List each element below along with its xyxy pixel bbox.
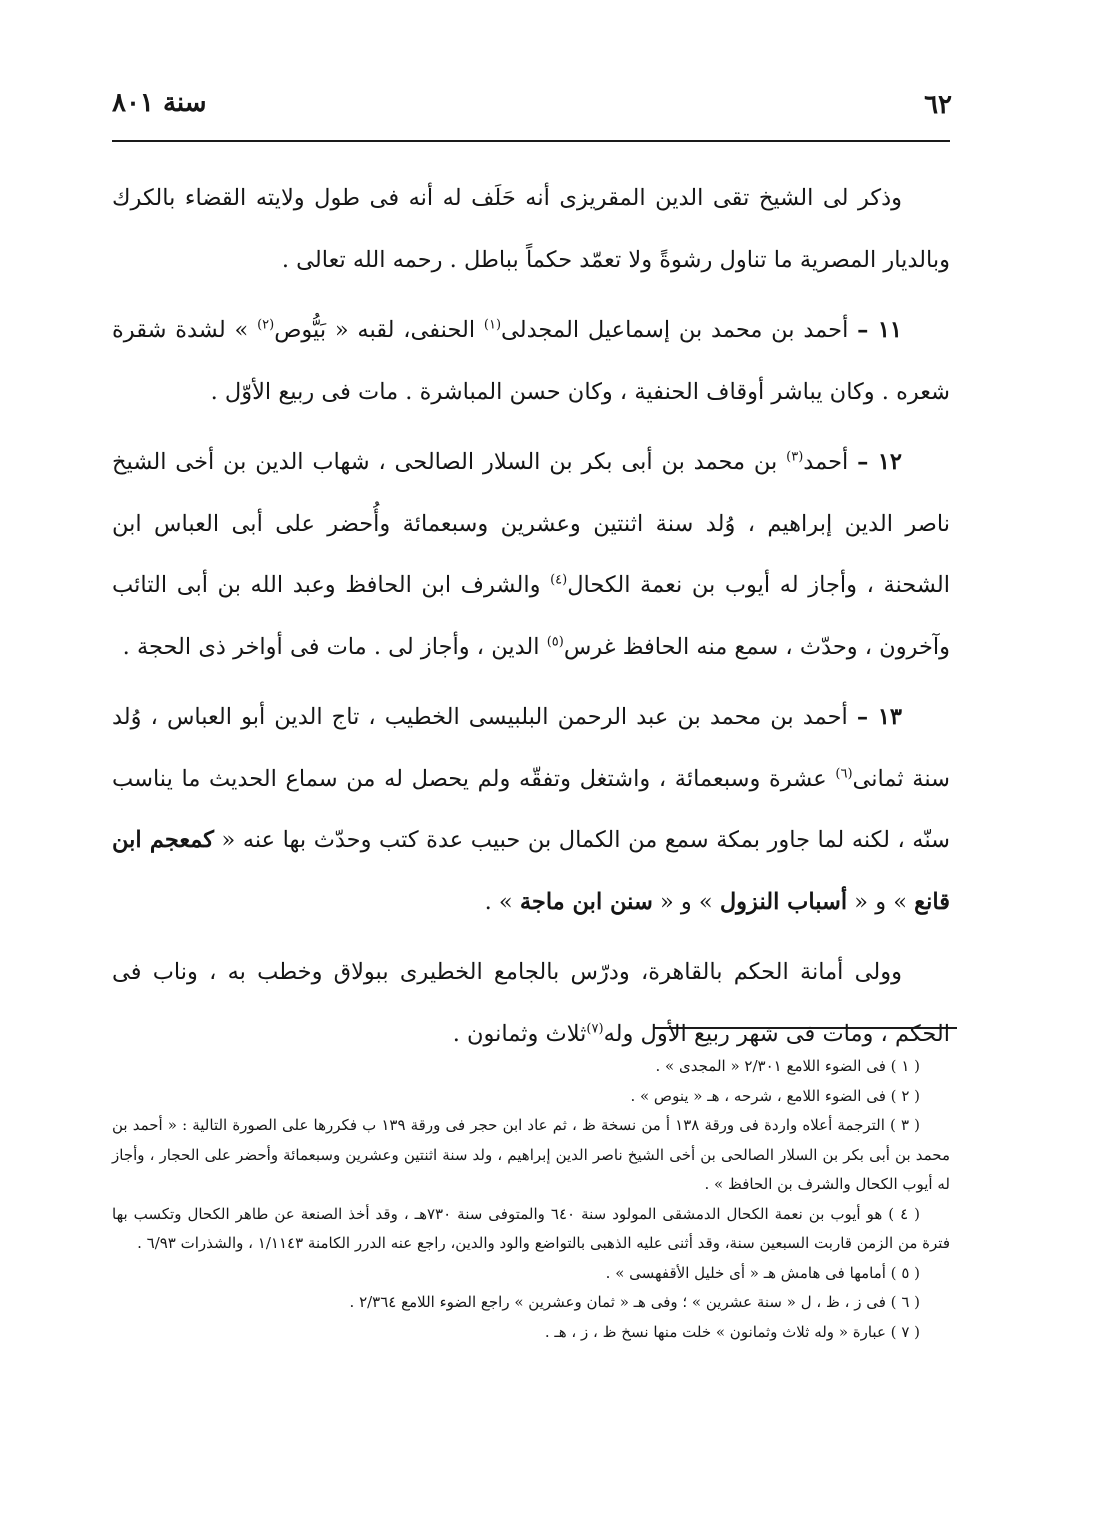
entry-text: » . — [484, 888, 513, 915]
entry-text: الحنفى، لقبه « بَيُّوص — [274, 317, 476, 343]
entry-text: أحمد — [803, 449, 849, 475]
entry-text: » و « — [659, 888, 713, 915]
entry-number: ١١ – — [857, 317, 902, 343]
paragraph-intro — [112, 168, 950, 291]
footnote-2: ( ٢ ) فى الضوء اللامع ، شرحه ، هـ « ينوص » . — [630, 1086, 920, 1105]
footnote-ref[interactable]: (٥) — [546, 634, 564, 649]
entry-12 — [112, 432, 950, 678]
entry-text: أحمد بن محمد بن عبد الرحمن البلبيسى الخطيب ، تاج الدين أبو العباس ، وُلد سنة ثمانى — [112, 704, 951, 792]
footnote-3: ( ٣ ) الترجمة أعلاه واردة فى ورقة ١٣٨ أ من نسخة ظ ، ثم عاد ابن حجر فى ورقة ١٣٩ ب فكررها على الصورة التالية : « أحمد بن محمد بن أبى بكر بن السلار الصالحى بن أخى الشيخ ناصر الدين إبراهيم ، ولد سنة اثنتين وعشرين وسبعمائة وأحضر على الحجار ، وأجاز له أيوب الكحال والشرف بن الحافظ » . — [112, 1116, 950, 1193]
footnote-ref[interactable]: (٣) — [786, 449, 804, 465]
footnotes — [112, 1052, 950, 1347]
running-head-title: سنة ٨٠١ — [112, 88, 207, 118]
paragraph-text: ثلاث وثمانون . — [452, 1020, 587, 1047]
book-title: سنن ابن ماجة — [519, 888, 653, 915]
footnote-5: ( ٥ ) أمامها فى هامش هـ « أى خليل الأقفهسى » . — [605, 1263, 920, 1282]
entry-11 — [112, 300, 950, 423]
footnote-1: ( ١ ) فى الضوء اللامع ٢/٣٠١ « المجدى » . — [655, 1057, 920, 1075]
footnote-ref[interactable]: (٤) — [550, 572, 568, 588]
footnote-ref[interactable]: (٦) — [835, 766, 853, 781]
footnote-ref[interactable]: (١) — [483, 317, 502, 333]
footnote-6: ( ٦ ) فى ز ، ظ ، ل « سنة عشرين » ؛ وفى هـ « ثمان وعشرين » راجع الضوء اللامع ٢/٣٦٤ . — [349, 1293, 920, 1311]
entry-text: عشرة وسبعمائة ، واشتغل وتفقّه ولم يحصل له من سماع الحديث ما يناسب سنّه ، لكنه لما جاور بمكة سمع من الكمال بن حبيب عدة كتب وحدّث بها عنه « — [112, 765, 951, 853]
footnote-7: ( ٧ ) عبارة « وله ثلاث وثمانون » خلت منها نسخ ظ ، ز ، هـ . — [544, 1322, 920, 1341]
paragraph-closing — [112, 942, 950, 1065]
entry-text: والشرف ابن الحافظ وعبد الله بن أبى التائب وآخرون ، وحدّث ، سمع منه الحافظ غرس — [112, 572, 950, 660]
book-title: أسباب النزول — [719, 888, 848, 915]
main-text — [112, 168, 950, 1074]
entry-text: » و « — [854, 888, 907, 915]
paragraph-text: وولى أمانة الحكم بالقاهرة، ودرّس بالجامع الخطيرى ببولاق وخطب به ، وناب فى الحكم ، ومات فى شهر ربيع الأول وله — [112, 959, 950, 1047]
entry-number: ١٣ – — [856, 704, 902, 730]
paragraph-text: وذكر لى الشيخ تقى الدين المقريزى أنه حَلَف له أنه فى طول ولايته القضاء بالكرك وبالديار المصرية ما تناول رشوةً ولا تعمّد حكماً بباطل . رحمه الله تعالى . — [112, 185, 950, 273]
entry-text: » لشدة شقرة شعره . وكان يباشر أوقاف الحنفية ، وكان حسن المباشرة . مات فى ربيع الأوّل . — [112, 317, 950, 405]
running-head — [112, 88, 952, 128]
header-rule — [112, 140, 950, 142]
book-title: كمعجم ابن قانع — [112, 827, 950, 915]
entry-text: أحمد بن محمد بن إسماعيل المجدلى — [501, 317, 849, 343]
footnote-4: ( ٤ ) هو أيوب بن نعمة الكحال الدمشقى المولود سنة ٦٤٠ والمتوفى سنة ٧٣٠هـ ، وقد أخذ الصنعة عن طاهر الكحال وتكسب بها فترة من الزمن قاربت السبعين سنة، وقد أثنى عليه الذهبى بالتواضع والود والدين، راجع عنه الدرر الكامنة ١/١١٤٣ ، والشذرات ٦/٩٣ . — [112, 1204, 950, 1252]
footnote-rule — [653, 1027, 957, 1029]
entry-text: الدين ، وأجاز لى . مات فى أواخر ذى الحجة . — [122, 633, 540, 660]
entry-13 — [112, 687, 950, 933]
entry-number: ١٢ – — [857, 449, 903, 475]
entry-text: بن محمد بن أبى بكر بن السلار الصالحى ، شهاب الدين بن أخى الشيخ ناصر الدين إبراهيم ، وُلد سنة اثنتين وعشرين وسبعمائة وأُحضر على أبى العباس ابن الشحنة ، وأجاز له أيوب بن نعمة الكحال — [112, 449, 950, 598]
page-number: ٦٢ — [924, 90, 952, 120]
footnote-ref[interactable]: (٧) — [586, 1021, 604, 1036]
footnote-ref[interactable]: (٢) — [257, 317, 275, 333]
